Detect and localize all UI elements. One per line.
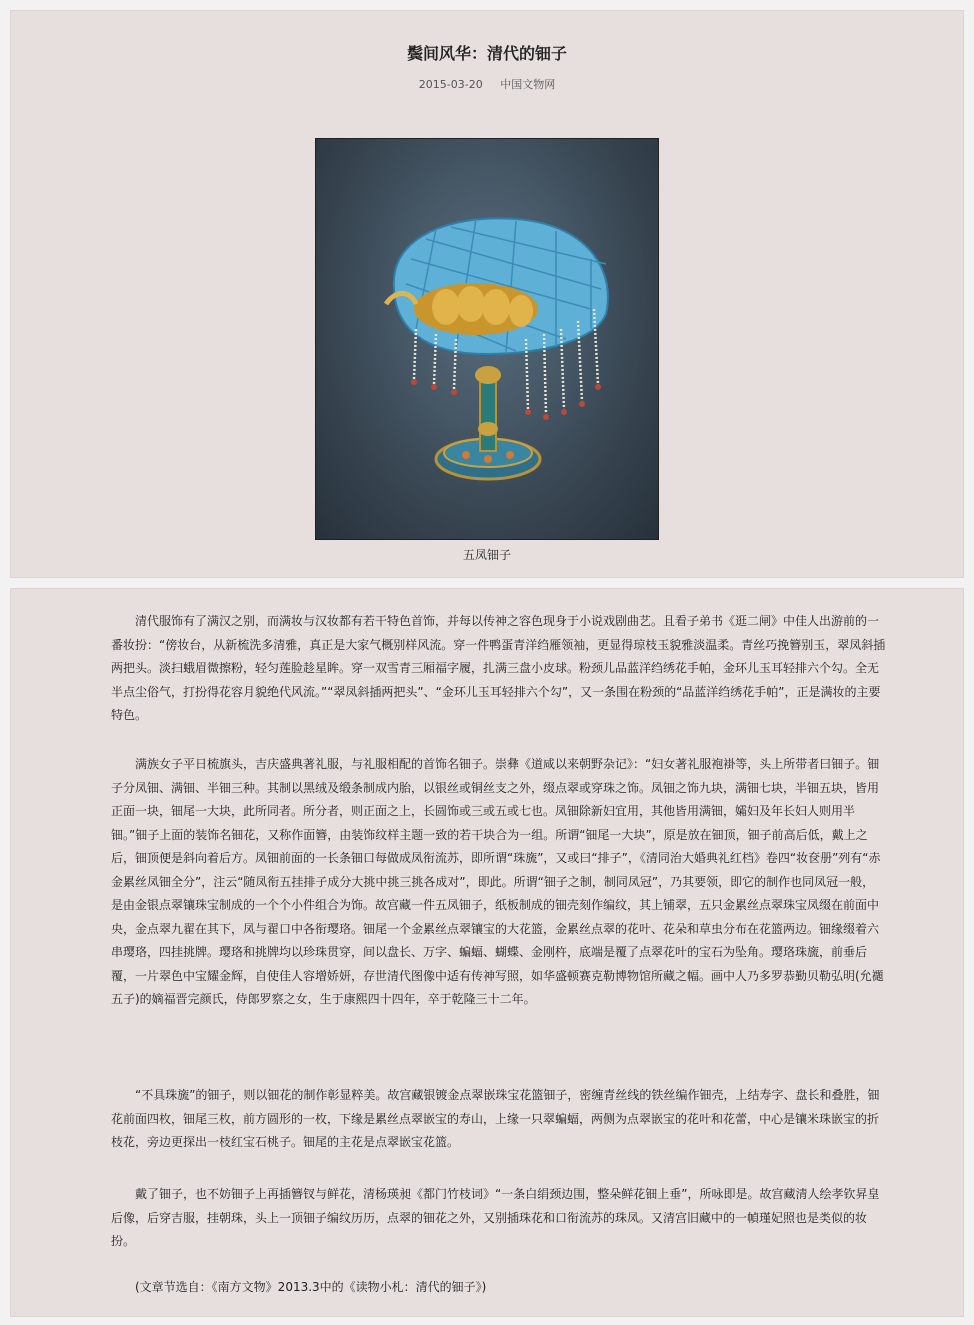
- body-paragraph: “不具珠旒”的钿子，则以钿花的制作彰显粹美。故宫藏银镀金点翠嵌珠宝花篮钿子，密缠青丝线的铁丝编作钿壳，上结寿字、盘长和叠胜，钿花前面四枚，钿尾三枚，前方圆形的一枚，下缘是累丝点翠嵌宝的寿山，上缘一只翠蝙蝠，两侧为点翠嵌宝的花叶和花蕾，中心是镶米珠嵌宝的折枝花，旁边更探出一枝红宝石桃子。钿尾的主花是点翠嵌宝花篮。: [111, 1088, 880, 1149]
- article-header-card: [10, 10, 964, 578]
- body-paragraph: 满族女子平日梳旗头，吉庆盛典著礼服，与礼服相配的首饰名钿子。崇彝《道咸以来朝野杂记》：“妇女著礼服袍褂等，头上所带者曰钿子。钿子分凤钿、满钿、半钿三种。其制以黑绒及缎条制成内胎，以银丝或铜丝支之外，缀点翠或穿珠之饰。凤钿之饰九块，满钿七块，半钿五块，皆用正面一块，钿尾一大块，此所同者。所分者，则正面之上，长圆饰或三或五或七也。凤钿除新妇宜用，其他皆用满钿，孀妇及年长妇人则用半钿。”钿子上面的装饰名钿花，又称作面簪，由装饰纹样主题一致的若干块合为一组。所谓“钿尾一大块”，原是放在钿顶，钿子前高后低，戴上之后，钿顶便是斜向着后方。凤钿前面的一长条钿口每做成凤衔流苏，即所谓“珠旒”，又或曰“排子”，《清同治大婚典礼红档》卷四“妆奁册”列有“赤金累丝凤钿全分”，注云“随凤衔五挂排子成分大挑中挑三挑各成对”，即此。所谓“钿子之制，制同凤冠”，乃其要领，即它的制作也同凤冠一般，是由金银点翠镶珠宝制成的一个个小件组合为饰。故宫藏一件五凤钿子，纸板制成的钿壳刻作编纹，其上铺翠，五只金累丝点翠珠宝凤缀在前面中央，金点翠九翟在其下，凤与翟口中各衔璎珞。钿尾一个金累丝点翠镶宝的大花篮，金累丝点翠的花叶、花朵和草虫分布在花篮两边。钿缘缀着六串璎珞，四挂挑牌。璎珞和挑牌均以珍珠贯穿，间以盘长、万字、蝙蝠、蝴蝶、金刚杵，底端是覆了点翠花叶的宝石为坠角。璎珞珠旒，前垂后覆，一片翠色中宝耀金辉，自使佳人容增娇妍，存世清代图像中适有传神写照，如华盛顿赛克勒博物馆所藏之幅。画中人乃多罗恭勤贝勒弘明(允禵五子)的嫡福晋完颜氏，侍郎罗察之女，生于康熙四十四年，卒于乾隆三十二年。: [111, 757, 884, 1006]
- source-link[interactable]: 中国文物网: [500, 78, 556, 91]
- article-meta: [11, 76, 963, 92]
- image-caption: 五凤钿子: [462, 548, 511, 562]
- body-paragraph: 戴了钿子，也不妨钿子上再插簪钗与鲜花，清杨瑛昶《都门竹枝词》“一条白绢颈边围，整朵鲜花钿上垂”，所咏即是。故宫藏清人绘孝钦昇皇后像，后穿吉服，挂朝珠，头上一顶钿子编纹历历，点翠的钿花之外，又别插珠花和口衔流苏的珠凤。又清宫旧藏中的一幀瑾妃照也是类似的妆扮。: [111, 1187, 880, 1248]
- body-paragraph: 清代服饰有了满汉之别，而满妆与汉妆都有若干特色首饰，并每以传神之容色现身于小说戏剧曲艺。且看子弟书《逛二闸》中佳人出游前的一番妆扮：“傍妆台，从新梳洗多清雅，真正是大家气概别样风流。穿一件鸭蛋青洋绉雁领袖，更显得琼枝玉貌雅淡温柔。青丝巧挽簪别玉，翠凤斜插两把头。淡扫蛾眉微擦粉，轻匀莲脸趁星眸。穿一双雪青三厢福字履，扎满三盘小皮球。粉颈儿品蓝洋绉绣花手帕，金环儿玉耳轻排六个勾。全无半点尘俗气，打扮得花容月貌绝代风流。”“翠凤斜插两把头”、“金环儿玉耳轻排六个勾”，又一条围在粉颈的“品蓝洋绉绣花手帕”，正是满妆的主要特色。: [111, 614, 886, 722]
- publish-date: 2015-03-20: [418, 78, 483, 91]
- phoenix-headdress-illustration: [316, 139, 658, 539]
- article-body-card: [10, 588, 964, 1317]
- article-title: 鬓间风华：清代的钿子: [406, 44, 567, 63]
- artifact-photo: [315, 138, 659, 540]
- source-note: (文章节选自：《南方文物》2013.3中的《读物小札：清代的钿子》): [135, 1280, 487, 1294]
